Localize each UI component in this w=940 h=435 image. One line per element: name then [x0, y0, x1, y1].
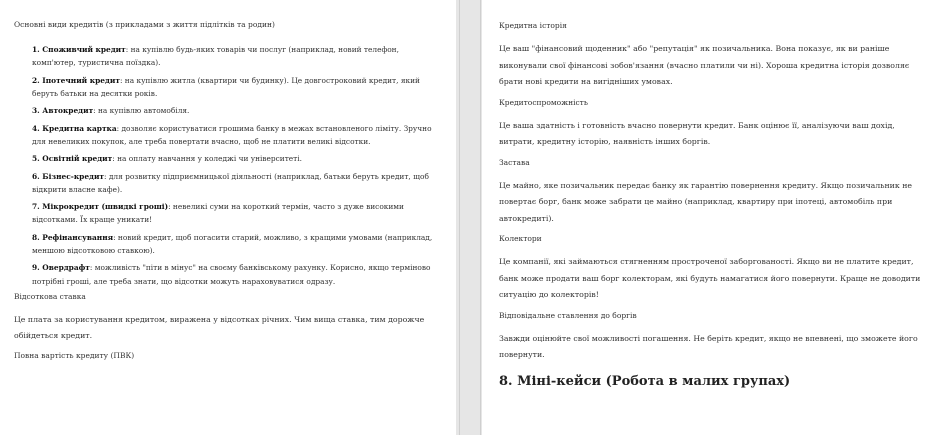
item-term: Споживчий кредит: [42, 45, 126, 54]
section-title: Відповідальне ставлення до боргів: [499, 310, 637, 320]
rate-section-title: Відсоткова ставка: [14, 291, 86, 301]
page-divider-left: [459, 0, 460, 435]
pvk-section-title: Повна вартість кредиту (ПВК): [14, 350, 135, 360]
document-page-left: [0, 0, 456, 435]
item-term: Іпотечний кредит: [42, 75, 120, 85]
mini-cases-heading: 8. Міні-кейси (Робота в малих групах): [499, 373, 791, 389]
item-term: Бізнес-кредит: [42, 171, 105, 181]
list-item: 8. Рефінансування: новий кредит, щоб погасити старий, можливо, з кращими умовами (наприклад, меншою відсотковою ставкою).: [32, 232, 433, 255]
item-term: Кредитна картка: [42, 123, 117, 133]
section-title: Кредитна історія: [499, 21, 567, 30]
section-title: Застава: [499, 157, 530, 167]
item-term: Освітній кредит: [42, 154, 113, 164]
section-text: Завжди оцінюйте свої можливості погашення. Не беріть кредит, якщо не впевнені, що зможете його повернути.: [499, 333, 918, 359]
section-text: Це компанії, які займаються стягненням простроченої заборгованості. Якщо ви не платите кредит, банк може продати ваш борг колекторам, які будуть намагатися його повернути. Краще не доводити ситуацію до колекторів!: [499, 257, 921, 299]
item-term: Автокредит: [42, 106, 94, 116]
rate-section-text: Це плата за користування кредитом, виражена у відсотках річних. Чим вища ставка, тим дорожче обійдеться кредит.: [14, 314, 425, 341]
section-title: Колектори: [499, 234, 542, 243]
list-item: 5. Освітній кредит: на оплату навчання у коледжі чи університеті.: [32, 154, 302, 164]
credit-types-intro: Основні види кредитів (з прикладами з життя підлітків та родин): [14, 20, 275, 29]
list-item: 1. Споживчий кредит: на купівлю будь-яких товарів чи послуг (наприклад, новий телефон, комп'ютер, туристична поїздка).: [32, 45, 399, 68]
section-title: Кредитоспроможність: [499, 97, 588, 107]
section-text: Це ваш "фінансовий щоденник" або "репутація" як позичальника. Вона показує, як ви раніше виконували свої фінансові зобов'язання (вчасно платили чи ні). Хороша кредитна історія дозволяє брати нові кредити на вигідніших умовах.: [499, 44, 910, 86]
list-item: 2. Іпотечний кредит: на купівлю житла (квартири чи будинку). Це довгостроковий кредит, який беруть батьки на десятки років.: [32, 75, 420, 98]
item-term: Мікрокредит (швидкі гроші): [42, 202, 169, 212]
page-divider-right: [480, 0, 481, 435]
item-term: Овердрафт: [42, 263, 90, 273]
section-text: Це ваша здатність і готовність вчасно повернути кредит. Банк оцінює її, аналізуючи ваш дохід, витрати, кредитну історію, наявність інших боргів.: [499, 120, 895, 146]
list-item: 9. Овердрафт: можливість "піти в мінус" на своєму банківському рахунку. Корисно, якщо терміново потрібні гроші, але треба знати, що відсотки можуть нараховуватися одразу.: [32, 263, 431, 286]
list-item: 4. Кредитна картка: дозволяє користуватися грошима банку в межах встановленого ліміту. Зручно для невеликих покупок, але треба повертати вчасно, щоб не платити великі відсотки.: [32, 123, 432, 146]
document-page-right: [482, 0, 940, 435]
item-term: Рефінансування: [42, 232, 114, 242]
list-item: 6. Бізнес-кредит: для розвитку підприємницької діяльності (наприклад, батьки беруть кредит, щоб відкрити власне кафе).: [32, 171, 429, 194]
list-item: 7. Мікрокредит (швидкі гроші): невеликі суми на короткий термін, часто з дуже високими відсотками. Їх краще уникати!: [32, 202, 404, 225]
list-item: 3. Автокредит: на купівлю автомобіля.: [32, 106, 190, 116]
section-text: Це майно, яке позичальник передає банку як гарантію повернення кредиту. Якщо позичальник не повертає борг, банк може забрати це майно (наприклад, квартиру при іпотеці, автомобіль при автокредиті).: [499, 180, 913, 223]
